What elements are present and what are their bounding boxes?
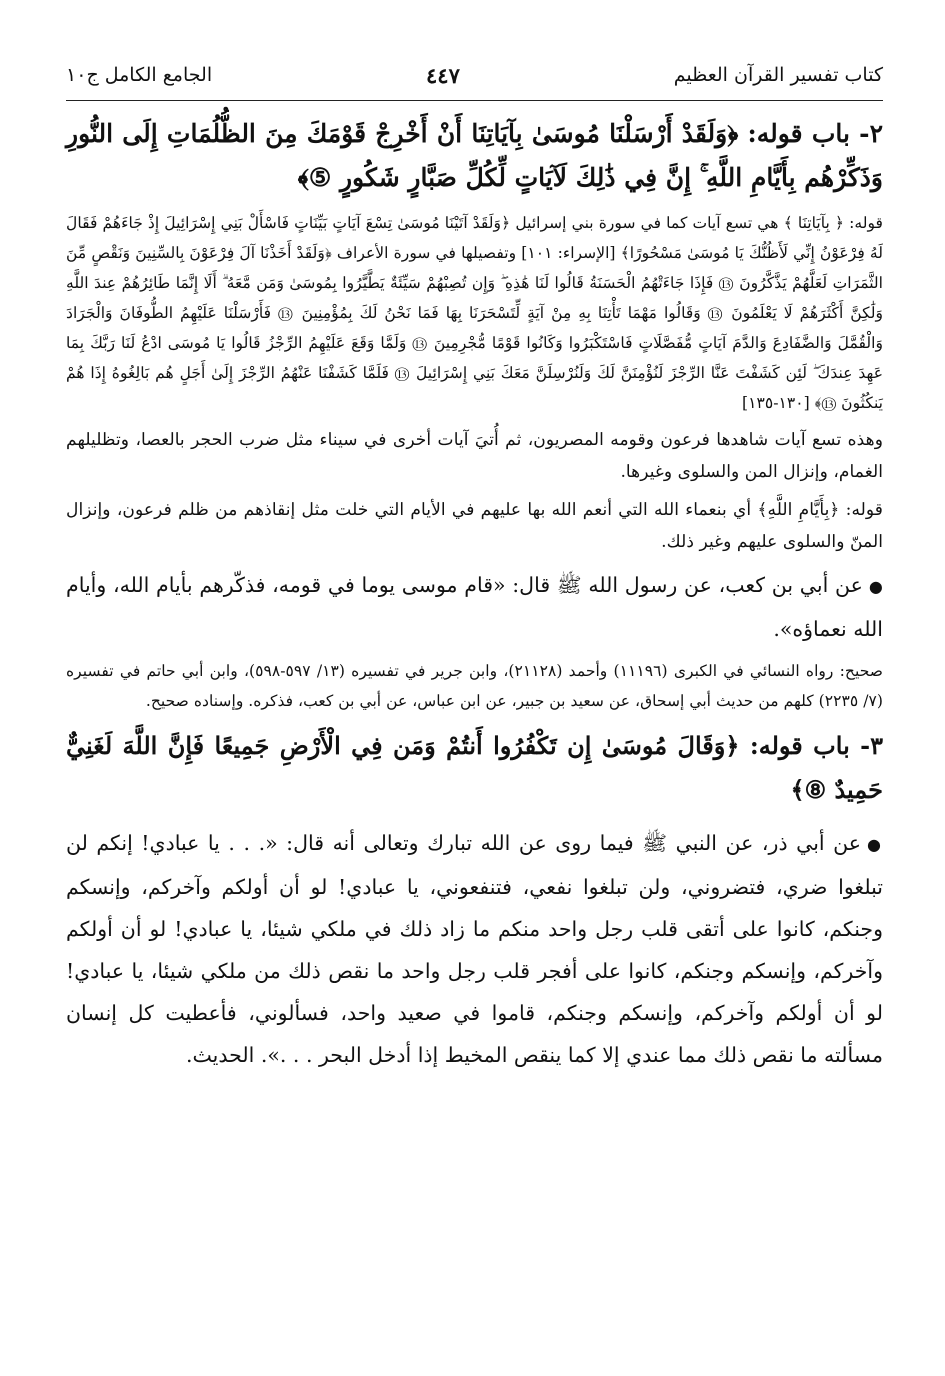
section-3-verse: ﴿وَقَالَ مُوسَىٰ إِن تَكْفُرُوا أَنتُمْ وَمَن فِي الْأَرْضِ جَمِيعًا فَإِنَّ اللَّهَ لَغَنِيٌّ حَمِيدٌ ⑧﴾ [66,731,883,804]
hadith-abu-dharr [66,822,883,1076]
takhrij-note: صحيح: رواه النسائي في الكبرى (١١١٩٦) وأحمد (٢١١٢٨)، وابن جرير في تفسيره (١٣/ ٥٩٧-٥٩٨)، وابن أبي حاتم في تفسيره (٧/ ٢٢٣٥) كلهم من حديث أبي إسحاق، عن سعيد بن جبير، عن ابن عباس، عن أبي بن كعب، فذكره. وإسناده صحيح. [66,662,883,710]
book-title: كتاب تفسير القرآن العظيم [673,64,883,86]
commentary-nine-signs: قوله: ﴿ بِآيَاتِنَا ﴾ هي تسع آيات كما في سورة بني إسرائيل ﴿وَلَقَدْ آتَيْنَا مُوسَىٰ تِسْعَ آيَاتٍ بَيِّنَاتٍ فَاسْأَلْ بَنِي إِسْرَائِيلَ إِذْ جَاءَهُمْ فَقَالَ لَهُ فِرْعَوْنُ إِنِّي لَأَظُنُّكَ يَا مُوسَىٰ مَسْحُورًا﴾ [الإسراء: ١٠١] وتفصيلها في سورة الأعراف ﴿وَلَقَدْ أَخَذْنَا آلَ فِرْعَوْنَ بِالسِّنِينَ وَنَقْصٍ مِّنَ الثَّمَرَاتِ لَعَلَّهُمْ يَذَّكَّرُونَ ⑬ فَإِذَا جَاءَتْهُمُ الْحَسَنَةُ قَالُوا لَنَا هَٰذِهِ ۖ وَإِن تُصِبْهُمْ سَيِّئَةٌ يَطَّيَّرُوا بِمُوسَىٰ وَمَن مَّعَهُ ۗ أَلَا إِنَّمَا طَائِرُهُمْ عِندَ اللَّهِ وَلَٰكِنَّ أَكْثَرَهُمْ لَا يَعْلَمُونَ ⑬ وَقَالُوا مَهْمَا تَأْتِنَا بِهِ مِنْ آيَةٍ لِّتَسْحَرَنَا بِهَا فَمَا نَحْنُ لَكَ بِمُؤْمِنِينَ ⑬ فَأَرْسَلْنَا عَلَيْهِمُ الطُّوفَانَ وَالْجَرَادَ وَالْقُمَّلَ وَالضَّفَادِعَ وَالدَّمَ آيَاتٍ مُّفَصَّلَاتٍ فَاسْتَكْبَرُوا وَكَانُوا قَوْمًا مُّجْرِمِينَ ⑬ وَلَمَّا وَقَعَ عَلَيْهِمُ الرِّجْزُ قَالُوا يَا مُوسَى ادْعُ لَنَا رَبَّكَ بِمَا عَهِدَ عِندَكَ ۖ لَئِن كَشَفْتَ عَنَّا الرِّجْزَ لَنُؤْمِنَنَّ لَكَ وَلَنُرْسِلَنَّ مَعَكَ بَنِي إِسْرَائِيلَ ⑬ فَلَمَّا كَشَفْنَا عَنْهُمُ الرِّجْزَ إِلَىٰ أَجَلٍ هُم بَالِغُوهُ إِذَا هُمْ يَنكُثُونَ ⑬﴾ [١٣٠-١٣٥] [66,214,883,412]
hadith-abu-dharr-text: عن أبي ذر، عن النبي ﷺ فيما روى عن الله تبارك وتعالى أنه قال: «. . . يا عبادي! إنكم لن تبلغوا ضري، فتضروني، ولن تبلغوا نفعي، فتنفعوني، يا عبادي! لو أن أولكم وآخركم، وإنسكم وجنكم، كانوا على أتقى قلب رجل واحد منكم ما زاد ذلك في ملكي شيئا، يا عبادي! لو أن أولكم وآخركم، وإنسكم وجنكم، كانوا على أفجر قلب رجل واحد ما نقص ذلك من ملكي شيئا، يا عبادي! لو أن أولكم وآخركم، وإنسكم وجنكم، قاموا في صعيد واحد، فسألوني، فأعطيت كل إنسان مسألته ما نقص ذلك مما عندي إلا كما ينقص المخيط إذا أدخل البحر . . .». الحديث. [66,831,883,1067]
section-3-label: ٣- باب قوله: [749,731,883,760]
section-2-verse: ﴿وَلَقَدْ أَرْسَلْنَا مُوسَىٰ بِآيَاتِنَا أَنْ أَخْرِجْ قَوْمَكَ مِنَ الظُّلُمَاتِ إِلَى النُّورِ وَذَكِّرْهُم بِأَيَّامِ اللَّهِ ۚ إِنَّ فِي ذَٰلِكَ لَآيَاتٍ لِّكُلِّ صَبَّارٍ شَكُورٍ ⑤﴾ [66,119,883,192]
page-content [66,112,883,1082]
running-header [66,52,883,98]
hadith-ubayy-text: عن أبي بن كعب، عن رسول الله ﷺ قال: «قام موسى يوما في قومه، فذكّرهم بأيام الله، وأيام الله نعماؤه». [66,573,883,641]
header-rule [66,100,883,101]
section-3-heading [66,724,883,812]
hadith-ubayy [66,564,883,650]
bullet-icon: ● [868,577,883,596]
page-number: ٤٤٧ [426,62,460,88]
commentary-other-signs: وهذه تسع آيات شاهدها فرعون وقومه المصريون، ثم أُتيَ آيات أخرى في سيناء مثل ضرب الحجر بالعصا، وتظليلهم الغمام، وإنزال المن والسلوى وغيرها. [66,430,883,482]
bullet-icon: ● [867,835,883,854]
section-2-heading [66,112,883,200]
commentary-days-of-allah: قوله: ﴿بِأَيَّامِ اللَّهِ﴾ أي بنعماء الله التي أنعم الله بها عليهم في الأيام التي خلت مثل إنقاذهم من ظلم فرعون، وإنزال المنّ والسلوى عليهم وغير ذلك. [66,500,883,552]
volume-label: الجامع الكامل ج١٠ [66,64,213,86]
section-2-label: ٢- باب قوله: [747,119,883,148]
